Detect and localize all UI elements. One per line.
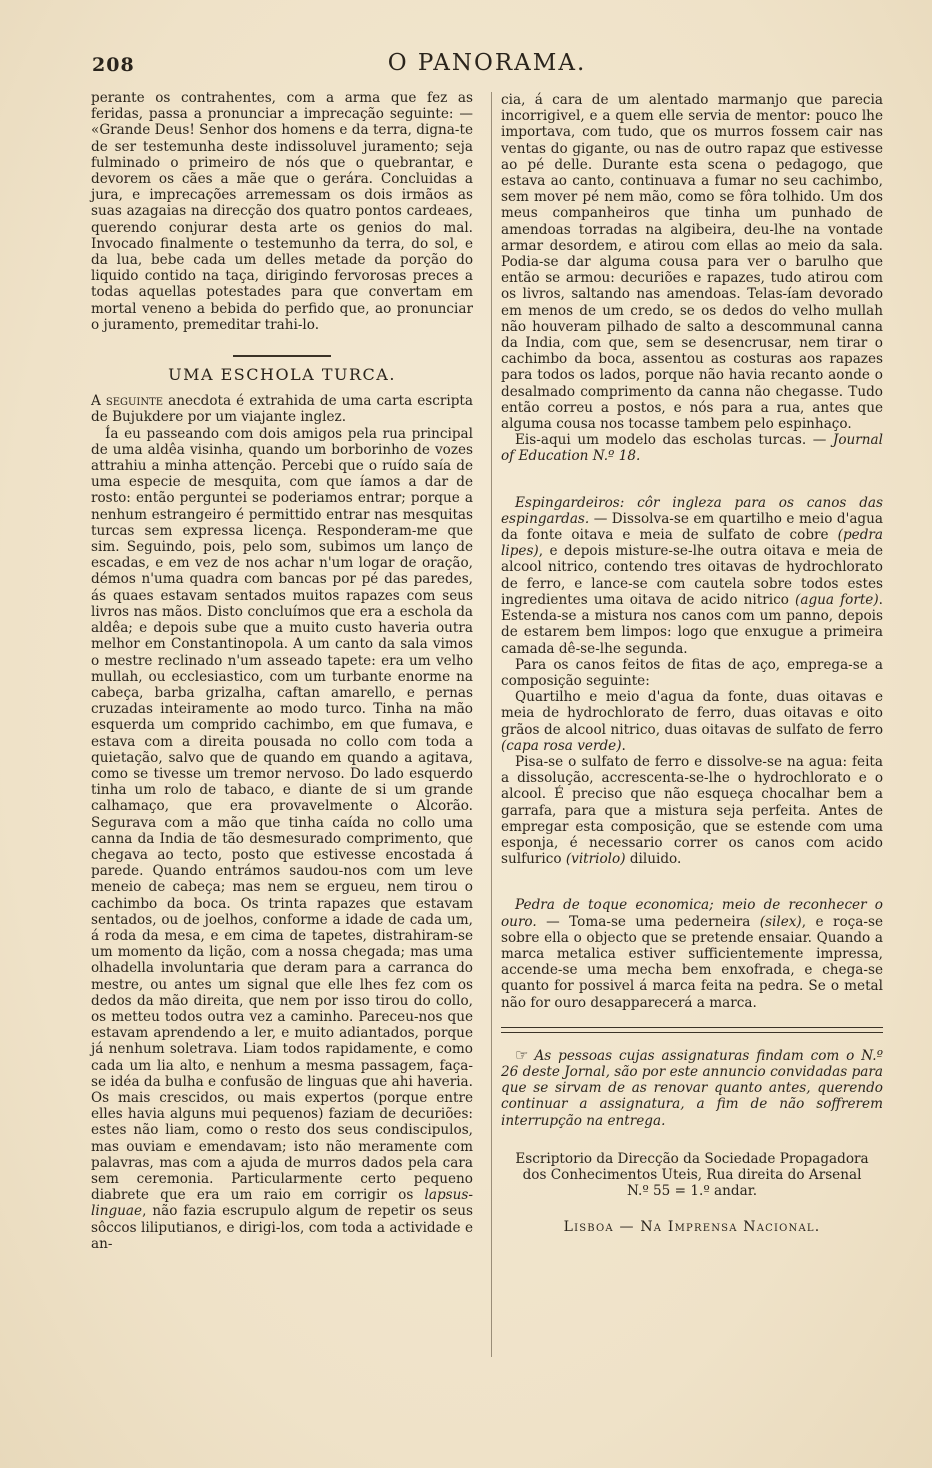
page-header bbox=[92, 48, 882, 80]
page-number: 208 bbox=[92, 54, 135, 76]
intro-paragraph bbox=[91, 393, 473, 425]
story-italic: lapsus-linguae bbox=[91, 1187, 473, 1220]
notice-text: As pessoas cujas assignaturas findam com o N.º 26 deste Jornal, são por este annuncio convidadas para que se sirvam de as renovar quanto antes, querendo continuar a assignatura, a fim de não soffrerem interrupção na entrega. bbox=[501, 1047, 883, 1129]
article-title: UMA ESCHOLA TURCA. bbox=[168, 365, 396, 385]
pedra-body-2: , e roça-se sobre ella o objecto que se pretende ensaiar. Quando a marca metalica estiver sufficientemente impressa, accende-se uma mecha bem enxofrada, e chega-se quanto for possivel á marca feita na pedra. Se o metal não for ouro desapparecerá a marca. bbox=[501, 913, 883, 1011]
esp-body-1: — Dissolva-se em quartilho e meio d'agua da fonte oitava e meia de sulfato de cobre bbox=[501, 510, 883, 544]
quart-text: Quartilho e meio d'agua da fonte, duas oitavas e meia de hydrochlorato de ferro, duas oitavas e oito grãos de alcool nitrico, duas oitavas de sulfato de ferro bbox=[501, 689, 883, 738]
quart-italic: (capa rosa verde) bbox=[501, 737, 622, 754]
pedra-heading: Pedra de toque economica; meio de reconhecer o ouro. bbox=[501, 897, 883, 930]
office-line-2: dos Conhecimentos Uteis, Rua direita do Arsenal bbox=[522, 1166, 862, 1183]
esp-body-2: , e depois misture-se-lhe outra oitava e meia de alcool nitrico, contendo tres oitavas de hydrochlorato de ferro, e lance-se com cautela sobre todos estes ingredientes uma oitava de acido nitrico bbox=[501, 543, 883, 608]
pedra-body-1: — Toma-se uma pederneira bbox=[536, 913, 760, 930]
esp-body-3: . Estenda-se a mistura nos canos com um panno, depois de estarem bem limpos: logo que enxugue a primeira camada dê-se-lhe segunda. bbox=[501, 591, 883, 657]
section-rule bbox=[233, 355, 331, 357]
imprint: Lisboa — Na Imprensa Nacional. bbox=[563, 1219, 821, 1236]
left-column bbox=[91, 90, 473, 1252]
right-column bbox=[501, 92, 883, 1236]
office-line-1: Escriptorio da Direcção da Sociedade Propagadora bbox=[515, 1150, 869, 1167]
double-rule bbox=[501, 1027, 883, 1033]
office-line-3: N.º 55 = 1.º andar. bbox=[626, 1183, 758, 1200]
story-continuation: cia, á cara de um alentado marmanjo que parecia incorrigivel, e a quem elle servia de mentor: pouco lhe importava, com tudo, que os murros fossem cair nas ventas do gigante, ou nas de outro rapaz que estivesse ao pé delle. Durante esta scena o pedagogo, que estava ao canto, continuava a fumar no seu cachimbo, sem mover pé nem mão, como se fôra tolhido. Um dos meus companheiros que tinha um punhado de amendoas torradas na algibeira, deu-lhe na vontade armar desordem, e atirou com ellas ao meio da sala. Podia-se dar alguma cousa para ver o barulho que então se armou: decuriões e rapazes, tudo atirou com os livros, saltando nas amendoas. Telas-íam devorado em menos de um credo, se os dedos do velho mullah não houveram pilhado de salto a descommunal canna da India, com que, sem se desencrusar, nem tirar o cachimbo da boca, assentou as costuras aos rapazes para todos os lados, porque não havia recanto aonde o desalmado comprimento da canna não chegasse. Tudo então correu a postos, e nós para a rua, antes que alguma cousa nos tocasse tambem pelo espinhaço. bbox=[501, 92, 883, 433]
journal-title: O PANORAMA. bbox=[387, 50, 587, 76]
gap bbox=[501, 465, 883, 495]
esp-italic-2: (agua forte) bbox=[795, 591, 879, 608]
office-address bbox=[501, 1151, 883, 1200]
closing-source: Journal of Education N.º 18. bbox=[501, 432, 883, 465]
story-text: Ía eu passeando com dois amigos pela rua principal de uma aldêa visinha, quando um borborinho de vozes attrahiu a minha attenção. Percebi que o ruído saía de uma especie de mesquita, com que íamos a dar de rosto: então perguntei se poderiamos entrar; porque a nenhum estrangeiro é permittido entrar nas mesquitas turcas sem expressa licença. Responderam-me que sim. Seguindo, pois, pelo som, subimos um lanço de escadas, e em vez de nos achar n'um logar de oração, démos n'uma quadra com bancas por pé das paredes, ás quaes estavam sentados muitos rapazes com seus livros nas mãos. Disto concluímos que era a eschola da aldêa; e depois sube que a muito custo haveria outra melhor em Constantinopola. A um canto da sala vimos o mestre reclinado n'um asseado tapete: era um velho mullah, ou ecclesiastico, com um turbante enorme na cabeça, barba grizalha, caftan amarello, e pernas cruzadas inteiramente ao modo turco. Tinha na mão esquerda um comprido cachimbo, em que fumava, e estava com a direita pousada no collo com toda a quietação, salvo que de quando em quando a agitava, como se tivesse um tremor nervoso. Do lado esquerdo tinha um rolo de tabaco, e diante de si um grande calhamaço, que era provavelmente o Alcorão. Segurava com a mão que tinha caída no collo uma canna da India de tão desmesurado comprimento, que chegava ao tecto, posto que estivesse encostada á parede. Quando entrámos saudou-nos com um leve meneio de cabeça; mas nem se ergueu, nem tirou o cachimbo da boca. Os trinta rapazes que estavam sentados, ou de joelhos, conforme a idade de cada um, á roda da mesa, e em cima de tapetes, distrahiram-se um momento da lição, com a nossa chegada; mas uma olhadella involuntaria que deram para a carranca do mestre, ou antes um signal que elle lhes fez com os dedos da mão direita, que nem por isso tirou do collo, os metteu todos outra vez a caminho. Pareceu-nos que estavam aprendendo a ler, e muito adiantados, porque já nenhum soletrava. Liam todos rapidamente, e como cada um lia alto, e nenhum a mesma passagem, faça-se idéa da bulha e confusão de linguas que ahi haveria. Os mais crescidos, ou mais expertos (porque entre elles havia alguns mui pequenos) faziam de decuriões: estes não liam, como o resto dos seus condiscipulos, mas ouviam e emendavam; isto não meramente com palavras, mas com a ajuda de murros dados pela cara sem ceremonia. Particularmente certo pequeno diabrete que era um raio em corrigir os bbox=[91, 425, 473, 1204]
pedra-paragraph bbox=[501, 897, 883, 1010]
esp-italic-1: (pedra lipes) bbox=[501, 527, 883, 560]
pedra-italic: (silex) bbox=[759, 913, 802, 930]
pointing-hand-icon: ☞ bbox=[515, 1045, 529, 1064]
intro-rest: anecdota é extrahida de uma carta escripta de Bujukdere por um viajante inglez. bbox=[91, 393, 473, 426]
story-end: , não fazia escrupulo algum de repetir os seus sôccos liliputianos, e dirigi-los, com toda a actividade e an- bbox=[91, 1203, 473, 1252]
pisa-end: diluido. bbox=[625, 851, 682, 868]
pisa-paragraph bbox=[501, 754, 883, 867]
quart-end: . bbox=[621, 737, 626, 754]
espingardeiros-heading: Espingardeiros: côr ingleza para os canos das espingardas. bbox=[501, 494, 883, 527]
oath-paragraph: perante os contrahentes, com a arma que fez as feridas, passa a pronunciar a imprecação seguinte: — «Grande Deus! Senhor dos homens e da terra, digna-te de ser testemunha deste indissoluvel juramento; seja fulminado o primeiro de nós que o quebrantar, e devorem os cães a mãe que o gerára. Concluidas a jura, e imprecações arremessam os dois irmãos as suas azagaias na direcção dos quatro pontos cardeaes, querendo conjurar desta arte os genios do mal. Invocado finalmente o testemunho da terra, do sol, e da lua, bebe cada um delles metade da porção do liquido contido na taça, dirigindo fervorosas preces a todas aquellas potestades para que convertam em mortal veneno a bebida do perfido que, ao pronunciar o juramento, premeditar trahi-lo. bbox=[91, 90, 473, 333]
story-closing bbox=[501, 432, 883, 464]
pisa-text: Pisa-se o sulfato de ferro e dissolve-se na agua: feita a dissolução, accrescenta-se-lhe o hydrochlorato e o alcool. É preciso que não esqueça chocalhar bem a garrafa, para que a mistura seja perfeita. Antes de empregar esta composição, que se estende com uma esponja, é necessario correr os canos com acido sulfurico bbox=[501, 753, 883, 868]
closing-text: Eis-aqui um modelo das escholas turcas. — bbox=[515, 432, 833, 449]
intro-caps: seguinte bbox=[105, 393, 164, 410]
pisa-italic: (vitriolo) bbox=[565, 851, 626, 868]
column-divider bbox=[491, 92, 492, 1357]
story-paragraph bbox=[91, 426, 473, 1252]
quartilho-paragraph bbox=[501, 689, 883, 754]
espingardeiros-paragraph bbox=[501, 495, 883, 657]
aco-paragraph: Para os canos feitos de fitas de aço, emprega-se a composição seguinte: bbox=[501, 656, 883, 689]
gap bbox=[501, 867, 883, 897]
intro-lead: A bbox=[91, 393, 101, 410]
subscription-notice bbox=[501, 1047, 883, 1129]
